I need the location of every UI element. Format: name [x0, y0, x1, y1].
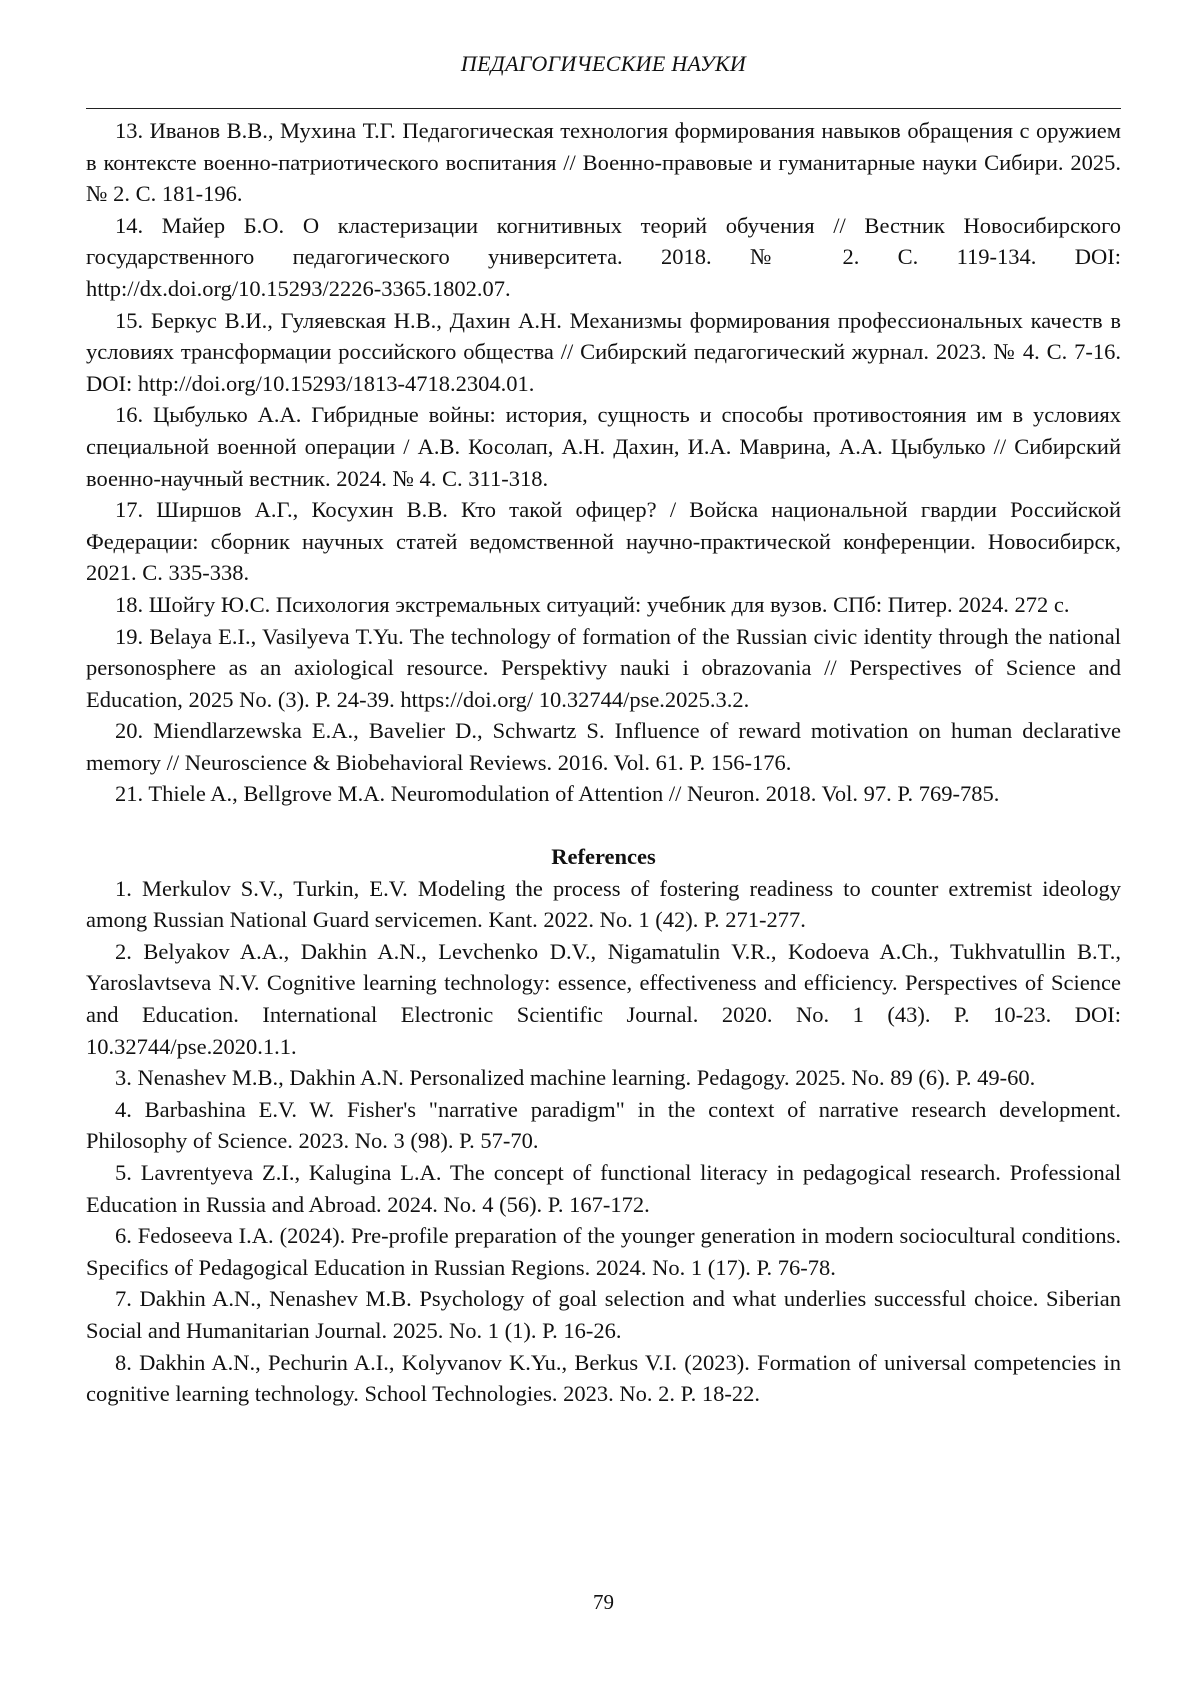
bibliography-entry-14: 14. Майер Б.О. О кластеризации когнитивных теорий обучения // Вестник Новосибирского государственного педагогического университета. 2018. № 2. С. 119-134. DOI: http://dx.doi.org/10.15293/2226-3365.1802.07.	[86, 212, 1121, 301]
page-number: 79	[593, 1590, 614, 1614]
bibliography-entry-20: 20. Miendlarzewska E.A., Bavelier D., Schwartz S. Influence of reward motivation on human declarative memory // Neuroscience & Biobehavioral Reviews. 2016. Vol. 61. P. 156-176.	[86, 718, 1121, 775]
reference-entry-2: 2. Belyakov A.A., Dakhin A.N., Levchenko D.V., Nigamatulin V.R., Kodoeva A.Ch., Tukhvatullin B.T., Yaroslavtseva N.V. Cognitive learning technology: essence, effectiveness and efficiency. Perspectives of Science and Education. International Electronic Scientific Journal. 2020. No. 1 (43). P. 10-23. DOI: 10.32744/pse.2020.1.1.	[86, 938, 1121, 1059]
bibliography-entry-18: 18. Шойгу Ю.С. Психология экстремальных ситуаций: учебник для вузов. СПб: Питер. 2024. 272 с.	[115, 591, 1070, 617]
reference-entry-1: 1. Merkulov S.V., Turkin, E.V. Modeling the process of fostering readiness to counter extremist ideology among Russian National Guard servicemen. Kant. 2022. No. 1 (42). P. 271-277.	[86, 875, 1121, 933]
reference-entry-3: 3. Nenashev M.B., Dakhin A.N. Personalized machine learning. Pedagogy. 2025. No. 89 (6). P. 49-60.	[115, 1065, 1036, 1091]
bibliography-entry-21: 21. Thiele A., Bellgrove M.A. Neuromodulation of Attention // Neuron. 2018. Vol. 97. P. 769-785.	[115, 781, 1000, 807]
reference-entry-5: 5. Lavrentyeva Z.I., Kalugina L.A. The concept of functional literacy in pedagogical research. Professional Education in Russia and Abroad. 2024. No. 4 (56). P. 167-172.	[86, 1160, 1121, 1217]
reference-entry-6: 6. Fedoseeva I.A. (2024). Pre-profile preparation of the younger generation in modern sociocultural conditions. Specifics of Pedagogical Education in Russian Regions. 2024. No. 1 (17). P. 76-78.	[86, 1223, 1121, 1280]
running-header: ПЕДАГОГИЧЕСКИЕ НАУКИ	[460, 51, 747, 76]
header-divider	[86, 108, 1121, 109]
references-list	[86, 873, 1121, 1410]
bibliography-entry-13: 13. Иванов В.В., Мухина Т.Г. Педагогическая технология формирования навыков обращения с оружием в контексте военно-патриотического воспитания // Военно-правовые и гуманитарные науки Сибири. 2025. № 2. С. 181-196.	[86, 118, 1121, 207]
reference-entry-7: 7. Dakhin A.N., Nenashev M.B. Psychology of goal selection and what underlies successful choice. Siberian Social and Humanitarian Journal. 2025. No. 1 (1). P. 16-26.	[86, 1286, 1121, 1343]
references-heading: References	[551, 844, 656, 870]
reference-entry-8: 8. Dakhin A.N., Pechurin A.I., Kolyvanov K.Yu., Berkus V.I. (2023). Formation of universal competencies in cognitive learning technology. School Technologies. 2023. No. 2. P. 18-22.	[86, 1349, 1121, 1407]
reference-entry-4: 4. Barbashina E.V. W. Fisher's "narrative paradigm" in the context of narrative research development. Philosophy of Science. 2023. No. 3 (98). P. 57-70.	[86, 1096, 1121, 1154]
page-content	[86, 115, 1121, 1410]
bibliography-entry-15: 15. Беркус В.И., Гуляевская Н.В., Дахин А.Н. Механизмы формирования профессиональных качеств в условиях трансформации российского общества // Сибирский педагогический журнал. 2023. № 4. С. 7-16. DOI: http://doi.org/10.15293/1813-4718.2304.01.	[86, 307, 1121, 396]
bibliography-list	[86, 115, 1121, 810]
bibliography-entry-16: 16. Цыбулько А.А. Гибридные войны: история, сущность и способы противостояния им в условиях специальной военной операции / А.В. Косолап, А.Н. Дахин, И.А. Маврина, А.А. Цыбулько // Сибирский военно-научный вестник. 2024. № 4. С. 311-318.	[86, 402, 1121, 491]
bibliography-entry-17: 17. Ширшов А.Г., Косухин В.В. Кто такой офицер? / Войска национальной гвардии Российской Федерации: сборник научных статей ведомственной научно-практической конференции. Новосибирск, 2021. С. 335-338.	[86, 497, 1121, 586]
bibliography-entry-19: 19. Belaya E.I., Vasilyeva T.Yu. The technology of formation of the Russian civic identity through the national personosphere as an axiological resource. Perspektivy nauki i obrazovania // Perspectives of Science and Education, 2025 No. (3). P. 24-39. https://doi.org/ 10.32744/pse.2025.3.2.	[86, 623, 1121, 712]
